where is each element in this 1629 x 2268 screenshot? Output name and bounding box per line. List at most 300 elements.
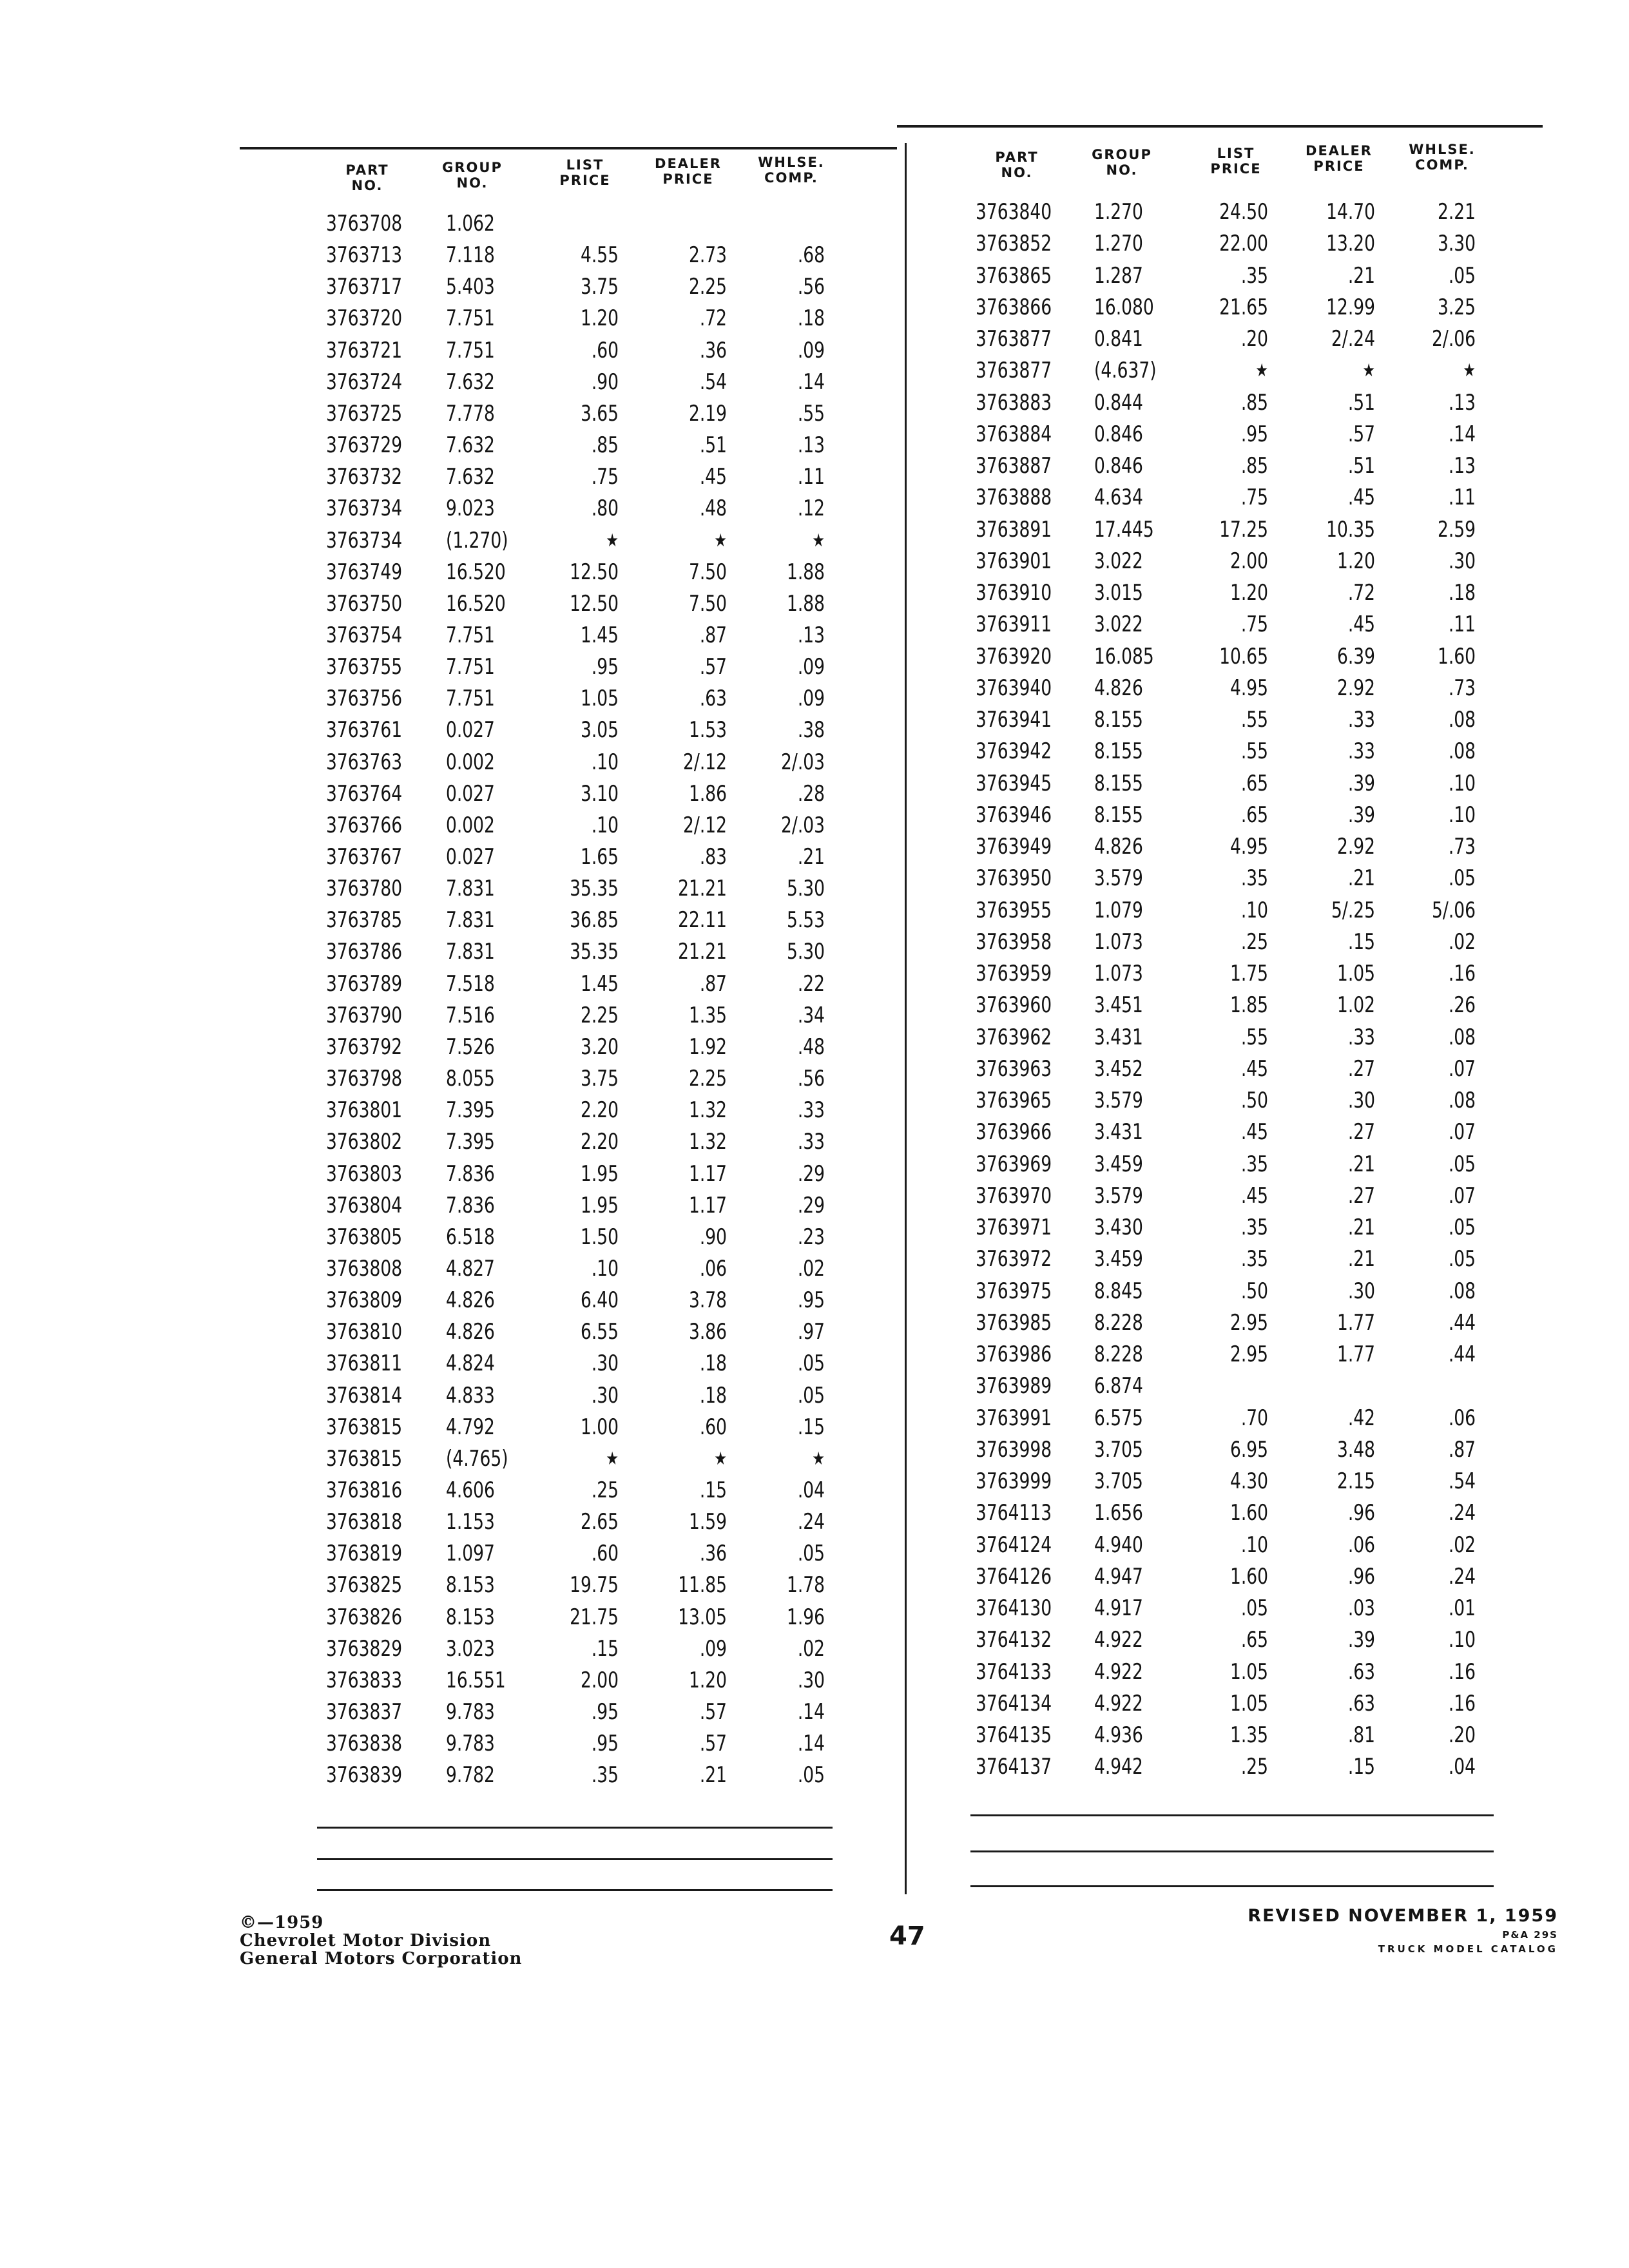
- part-no-cell: 3763725: [326, 400, 403, 427]
- list-price-cell: .55: [1240, 707, 1268, 733]
- whlse-comp-cell: .01: [1448, 1595, 1476, 1621]
- group-no-cell: 7.751: [446, 686, 495, 712]
- group-no-cell: 4.922: [1094, 1658, 1143, 1685]
- group-no-cell: 4.922: [1094, 1690, 1143, 1716]
- group-no-cell: 4.826: [1094, 834, 1143, 860]
- dealer-price-cell: .45: [699, 464, 727, 490]
- part-no-cell: 3763720: [326, 305, 403, 332]
- group-no-cell: 0.027: [446, 780, 495, 807]
- part-no-cell: 3763826: [326, 1604, 403, 1630]
- whlse-comp-cell: .44: [1448, 1309, 1476, 1336]
- part-no-cell: 3763818: [326, 1509, 403, 1535]
- part-no-cell: 3764134: [976, 1690, 1052, 1716]
- whlse-comp-cell: .14: [797, 1731, 825, 1757]
- list-price-cell: 4.30: [1229, 1468, 1268, 1494]
- part-no-cell: 3763802: [326, 1129, 403, 1155]
- list-price-cell: 6.95: [1229, 1436, 1268, 1463]
- whlse-comp-cell: .11: [797, 464, 825, 490]
- whlse-comp-cell: .05: [797, 1541, 825, 1567]
- part-no-cell: 3763816: [326, 1477, 403, 1503]
- list-price-cell: .50: [1240, 1088, 1268, 1113]
- list-price-cell: 3.75: [580, 1066, 619, 1092]
- dealer-price-cell: 1.17: [688, 1160, 727, 1187]
- dealer-price-cell: .36: [699, 337, 727, 363]
- whlse-comp-cell: 5.30: [786, 876, 825, 902]
- list-price-cell: .60: [591, 337, 619, 363]
- group-no-cell: 4.826: [446, 1287, 495, 1314]
- list-price-cell: 1.60: [1229, 1563, 1268, 1590]
- group-no-cell: 4.947: [1094, 1563, 1143, 1590]
- part-no-cell: 3763998: [976, 1436, 1052, 1463]
- list-price-cell: 19.75: [570, 1572, 619, 1599]
- header-dealer-price-right: DEALER PRICE: [1306, 143, 1373, 174]
- dealer-price-cell: .87: [699, 622, 727, 648]
- dealer-price-cell: 1.77: [1336, 1309, 1375, 1336]
- part-no-cell: 3763955: [976, 897, 1052, 923]
- page-number: 47: [889, 1921, 925, 1951]
- group-no-cell: 3.022: [1094, 548, 1143, 574]
- list-price-cell: 3.65: [580, 400, 619, 427]
- dealer-price-cell: .63: [1347, 1658, 1375, 1685]
- list-price-cell: .95: [1240, 421, 1268, 447]
- list-price-cell: .35: [1240, 1246, 1268, 1273]
- part-no-cell: 3763749: [326, 559, 403, 585]
- group-no-cell: 4.936: [1094, 1722, 1143, 1748]
- header-list-price-left: LIST PRICE: [559, 157, 611, 188]
- dealer-price-cell: .09: [699, 1635, 727, 1662]
- group-no-cell: 0.002: [446, 812, 495, 838]
- group-no-cell: 6.518: [446, 1224, 495, 1250]
- dealer-price-cell: 2.19: [688, 400, 727, 427]
- list-price-cell: 1.65: [580, 844, 619, 870]
- part-no-cell: 3763946: [976, 802, 1052, 828]
- whlse-comp-cell: 1.88: [786, 590, 825, 617]
- whlse-comp-cell: .11: [1448, 485, 1476, 511]
- whlse-comp-cell: 2/.06: [1432, 326, 1476, 352]
- header-group-no-right: GROUP NO.: [1092, 147, 1152, 178]
- whlse-comp-cell: .08: [1448, 738, 1476, 765]
- whlse-comp-cell: .97: [797, 1319, 825, 1345]
- whlse-comp-cell: .08: [1448, 1024, 1476, 1050]
- part-no-cell: 3763721: [326, 337, 403, 363]
- dealer-price-cell: .21: [699, 1762, 727, 1789]
- whlse-comp-cell: .09: [797, 686, 825, 712]
- dealer-price-cell: [626, 207, 727, 240]
- whlse-comp-cell: .95: [797, 1287, 825, 1314]
- whlse-comp-cell: .26: [1448, 992, 1476, 1019]
- list-price-cell: .10: [591, 812, 619, 838]
- group-no-cell: 0.002: [446, 749, 495, 775]
- list-price-cell: 1.35: [1229, 1722, 1268, 1748]
- part-no-cell: 3763911: [976, 611, 1052, 638]
- group-no-cell: 1.097: [446, 1541, 495, 1567]
- group-no-cell: 4.826: [1094, 675, 1143, 701]
- whlse-comp-cell: .04: [1448, 1754, 1476, 1780]
- dealer-price-cell: .57: [699, 1699, 727, 1725]
- part-no-cell: 3763838: [326, 1731, 403, 1757]
- part-no-cell: 3763792: [326, 1033, 403, 1060]
- whlse-comp-cell: .10: [1448, 1627, 1476, 1653]
- part-no-cell: 3763732: [326, 464, 403, 490]
- list-price-cell: .75: [1240, 485, 1268, 511]
- list-price-cell: .30: [591, 1350, 619, 1377]
- group-no-cell: 9.023: [446, 495, 495, 522]
- dealer-price-cell: .18: [699, 1382, 727, 1408]
- whlse-comp-cell: .56: [797, 1066, 825, 1092]
- whlse-comp-cell: .05: [797, 1762, 825, 1789]
- top-rule-left: [240, 147, 897, 149]
- part-no-cell: 3763970: [976, 1182, 1052, 1209]
- part-no-cell: 3763713: [326, 242, 403, 269]
- group-no-cell: 3.430: [1094, 1215, 1143, 1240]
- whlse-comp-cell: .09: [797, 337, 825, 363]
- dealer-price-cell: .96: [1347, 1500, 1375, 1526]
- dealer-price-cell: .39: [1347, 1627, 1375, 1653]
- part-no-cell: 3763839: [326, 1762, 403, 1789]
- part-no-cell: 3763963: [976, 1055, 1052, 1082]
- part-no-cell: 3763999: [976, 1468, 1052, 1494]
- list-price-cell: 2.65: [580, 1509, 619, 1535]
- part-no-cell: 3763901: [976, 548, 1052, 574]
- dealer-price-cell: .57: [699, 1731, 727, 1757]
- dealer-price-cell: 2/.24: [1331, 326, 1375, 352]
- list-price-cell: 3.05: [580, 717, 619, 744]
- dealer-price-cell: 1.20: [688, 1667, 727, 1693]
- part-no-cell: 3763814: [326, 1382, 403, 1408]
- list-price-cell: 1.45: [580, 622, 619, 648]
- part-no-cell: 3763808: [326, 1255, 403, 1282]
- whlse-comp-cell: .21: [797, 844, 825, 870]
- group-no-cell: 1.079: [1094, 897, 1143, 923]
- whlse-comp-cell: .02: [1448, 928, 1476, 955]
- dealer-price-cell: 7.50: [688, 590, 727, 617]
- part-no-cell: 3763966: [976, 1119, 1052, 1146]
- whlse-comp-cell: .20: [1448, 1722, 1476, 1748]
- list-price-cell: .55: [1240, 1024, 1268, 1050]
- whlse-comp-cell: .05: [797, 1350, 825, 1377]
- dealer-price-cell: .21: [1347, 1215, 1375, 1240]
- list-price-cell: 2.20: [580, 1097, 619, 1124]
- list-price-cell: .85: [1240, 453, 1268, 479]
- group-no-cell: 3.022: [1094, 611, 1143, 638]
- group-no-cell: 3.705: [1094, 1436, 1143, 1463]
- list-price-cell: 35.35: [570, 876, 619, 902]
- whlse-comp-cell: .07: [1448, 1055, 1476, 1082]
- group-no-cell: 8.228: [1094, 1309, 1143, 1336]
- group-no-cell: 3.705: [1094, 1468, 1143, 1494]
- dealer-price-cell: 1.86: [688, 780, 727, 807]
- whlse-comp-cell: .12: [797, 495, 825, 522]
- whlse-comp-cell: .56: [797, 274, 825, 300]
- dealer-price-cell: ★: [714, 529, 727, 551]
- dealer-price-cell: 1.53: [688, 717, 727, 744]
- part-no-cell: 3763975: [976, 1278, 1052, 1304]
- whlse-comp-cell: .68: [797, 242, 825, 269]
- dealer-price-cell: 1.20: [1336, 548, 1375, 574]
- catalog-name: TRUCK MODEL CATALOG: [1378, 1943, 1558, 1955]
- group-no-cell: 7.632: [446, 369, 495, 395]
- whlse-comp-cell: .13: [1448, 389, 1476, 416]
- part-no-cell: 3763789: [326, 970, 403, 997]
- dealer-price-cell: .57: [1347, 421, 1375, 447]
- dealer-price-cell: .30: [1347, 1088, 1375, 1113]
- group-no-cell: 7.395: [446, 1097, 495, 1124]
- part-no-cell: 3764113: [976, 1500, 1052, 1526]
- part-no-cell: 3763965: [976, 1088, 1052, 1113]
- list-price-cell: 12.50: [570, 590, 619, 617]
- whlse-comp-cell: .02: [797, 1635, 825, 1662]
- part-no-cell: 3763801: [326, 1097, 403, 1124]
- group-no-cell: 4.940: [1094, 1532, 1143, 1558]
- group-no-cell: 5.403: [446, 274, 495, 300]
- list-price-cell: .25: [1240, 928, 1268, 955]
- whlse-comp-cell: .24: [1448, 1563, 1476, 1590]
- part-no-cell: 3763717: [326, 274, 403, 300]
- whlse-comp-cell: 1.96: [786, 1604, 825, 1630]
- whlse-comp-cell: 5.30: [786, 939, 825, 965]
- whlse-comp-cell: .07: [1448, 1182, 1476, 1209]
- dealer-price-cell: .51: [699, 432, 727, 459]
- whlse-comp-cell: .14: [1448, 421, 1476, 447]
- dealer-price-cell: .36: [699, 1541, 727, 1567]
- list-price-cell: ★: [1255, 360, 1268, 381]
- group-no-cell: 7.516: [446, 1002, 495, 1028]
- dealer-price-cell: .15: [1347, 1754, 1375, 1780]
- group-no-cell: 3.431: [1094, 1024, 1143, 1050]
- part-no-cell: 3763815: [326, 1414, 403, 1440]
- whlse-comp-cell: .18: [797, 305, 825, 332]
- part-no-cell: 3763945: [976, 770, 1052, 796]
- dealer-price-cell: 2.15: [1336, 1468, 1375, 1494]
- part-no-cell: 3763985: [976, 1309, 1052, 1336]
- list-price-cell: .75: [591, 464, 619, 490]
- group-no-cell: 3.451: [1094, 992, 1143, 1019]
- whlse-comp-cell: .08: [1448, 707, 1476, 733]
- whlse-comp-cell: .16: [1448, 1658, 1476, 1685]
- dealer-price-cell: 2.73: [688, 242, 727, 269]
- part-no-cell: 3763750: [326, 590, 403, 617]
- group-no-cell: 7.632: [446, 432, 495, 459]
- dealer-price-cell: .06: [699, 1255, 727, 1282]
- list-price-cell: 3.75: [580, 274, 619, 300]
- whlse-comp-cell: .05: [1448, 1151, 1476, 1177]
- dealer-price-cell: .51: [1347, 453, 1375, 479]
- part-no-cell: 3763766: [326, 812, 403, 838]
- list-price-cell: .10: [591, 749, 619, 775]
- group-no-cell: 16.520: [446, 590, 506, 617]
- list-price-cell: .45: [1240, 1055, 1268, 1082]
- group-no-cell: 7.118: [446, 242, 495, 269]
- whlse-comp-cell: 3.30: [1437, 231, 1476, 257]
- part-no-cell: 3763910: [976, 580, 1052, 606]
- whlse-comp-cell: .05: [1448, 1246, 1476, 1273]
- whlse-comp-cell: .16: [1448, 961, 1476, 986]
- dealer-price-cell: 12.99: [1326, 294, 1375, 320]
- list-price-cell: .85: [591, 432, 619, 459]
- whlse-comp-cell: 5.53: [786, 907, 825, 934]
- group-no-cell: 7.632: [446, 464, 495, 490]
- group-no-cell: 8.055: [446, 1066, 495, 1092]
- group-no-cell: 7.518: [446, 970, 495, 997]
- part-no-cell: 3763780: [326, 876, 403, 902]
- part-no-cell: 3763755: [326, 654, 403, 680]
- dealer-price-cell: .45: [1347, 611, 1375, 638]
- dealer-price-cell: .33: [1347, 707, 1375, 733]
- bottom-rule-left-2: [317, 1858, 833, 1860]
- list-price-cell: 1.95: [580, 1192, 619, 1218]
- dealer-price-cell: .21: [1347, 865, 1375, 892]
- whlse-comp-cell: .33: [797, 1097, 825, 1124]
- part-no-cell: 3763972: [976, 1246, 1052, 1273]
- whlse-comp-cell: .23: [797, 1224, 825, 1250]
- list-price-cell: 2.95: [1229, 1341, 1268, 1367]
- whlse-comp-cell: .29: [797, 1192, 825, 1218]
- whlse-comp-cell: .18: [1448, 580, 1476, 606]
- dealer-price-cell: 1.92: [688, 1033, 727, 1060]
- dealer-price-cell: 2.92: [1336, 834, 1375, 860]
- list-price-cell: .10: [1240, 1532, 1268, 1558]
- group-no-cell: 16.520: [446, 559, 506, 585]
- list-price-cell: .65: [1240, 802, 1268, 828]
- dealer-price-cell: 2/.12: [683, 812, 727, 838]
- group-no-cell: 3.459: [1094, 1151, 1143, 1177]
- list-price-cell: 3.20: [580, 1033, 619, 1060]
- dealer-price-cell: 6.39: [1336, 643, 1375, 669]
- part-no-cell: 3763761: [326, 717, 403, 744]
- group-no-cell: 7.836: [446, 1192, 495, 1218]
- dealer-price-cell: 1.32: [688, 1097, 727, 1124]
- group-no-cell: 4.826: [446, 1319, 495, 1345]
- dealer-price-cell: .96: [1347, 1563, 1375, 1590]
- footer-credits: [240, 1914, 522, 1968]
- dealer-price-cell: 1.17: [688, 1192, 727, 1218]
- whlse-comp-cell: .33: [797, 1129, 825, 1155]
- dealer-price-cell: 3.78: [688, 1287, 727, 1314]
- list-price-cell: 24.50: [1219, 199, 1268, 225]
- whlse-comp-cell: .05: [797, 1382, 825, 1408]
- dealer-price-cell: ★: [1362, 360, 1375, 381]
- dealer-price-cell: .27: [1347, 1182, 1375, 1209]
- whlse-comp-cell: .22: [797, 970, 825, 997]
- part-no-cell: 3763840: [976, 199, 1052, 225]
- group-no-cell: 0.027: [446, 717, 495, 744]
- top-rule-right: [897, 125, 1543, 128]
- group-no-cell: 1.270: [1094, 231, 1143, 257]
- whlse-comp-cell: .07: [1448, 1119, 1476, 1146]
- list-price-cell: 1.05: [1229, 1690, 1268, 1716]
- list-price-cell: 6.40: [580, 1287, 619, 1314]
- list-price-cell: 1.60: [1229, 1500, 1268, 1526]
- part-no-cell: 3763734: [326, 495, 403, 522]
- whlse-comp-cell: .14: [797, 369, 825, 395]
- dealer-price-cell: .27: [1347, 1119, 1375, 1146]
- dealer-price-cell: .57: [699, 654, 727, 680]
- list-price-cell: .95: [591, 1731, 619, 1757]
- part-no-cell: 3763891: [976, 516, 1052, 543]
- list-price-cell: .30: [591, 1382, 619, 1408]
- group-no-cell: 8.155: [1094, 738, 1143, 765]
- list-price-cell: ★: [606, 529, 619, 551]
- whlse-comp-cell: 5/.06: [1432, 897, 1476, 923]
- part-no-cell: 3763729: [326, 432, 403, 459]
- part-no-cell: 3763949: [976, 834, 1052, 860]
- list-price-cell: 1.75: [1229, 961, 1268, 986]
- list-price-cell: .60: [591, 1541, 619, 1567]
- dealer-price-cell: ★: [714, 1447, 727, 1469]
- list-price-cell: 2.00: [580, 1667, 619, 1693]
- group-no-cell: 3.023: [446, 1635, 495, 1662]
- list-price-cell: .45: [1240, 1119, 1268, 1146]
- part-no-cell: 3763829: [326, 1635, 403, 1662]
- group-no-cell: 7.395: [446, 1129, 495, 1155]
- part-no-cell: 3763767: [326, 844, 403, 870]
- part-no-cell: 3763877: [976, 358, 1052, 384]
- bottom-rule-right-3: [970, 1885, 1494, 1887]
- group-no-cell: 1.656: [1094, 1500, 1143, 1526]
- part-no-cell: 3764133: [976, 1658, 1052, 1685]
- group-no-cell: 4.792: [446, 1414, 495, 1440]
- whlse-comp-cell: 2.59: [1437, 516, 1476, 543]
- whlse-comp-cell: .48: [797, 1033, 825, 1060]
- whlse-comp-cell: .05: [1448, 1215, 1476, 1240]
- group-no-cell: 7.751: [446, 337, 495, 363]
- part-no-cell: 3763734: [326, 527, 403, 553]
- whlse-comp-cell: .04: [797, 1477, 825, 1503]
- part-no-cell: 3763763: [326, 749, 403, 775]
- list-price-cell: 2.20: [580, 1129, 619, 1155]
- whlse-comp-cell: .14: [797, 1699, 825, 1725]
- whlse-comp-cell: .24: [1448, 1500, 1476, 1526]
- dealer-price-cell: 1.32: [688, 1129, 727, 1155]
- list-price-cell: 1.20: [1229, 580, 1268, 606]
- part-no-cell: 3763866: [976, 294, 1052, 320]
- part-no-cell: 3763884: [976, 421, 1052, 447]
- group-no-cell: 1.270: [1094, 199, 1143, 225]
- group-no-cell: (4.637): [1094, 358, 1157, 384]
- part-no-cell: 3763785: [326, 907, 403, 934]
- group-no-cell: 4.827: [446, 1255, 495, 1282]
- dealer-price-cell: .39: [1347, 770, 1375, 796]
- dealer-price-cell: .39: [1347, 802, 1375, 828]
- list-price-cell: .95: [591, 1699, 619, 1725]
- group-no-cell: 1.287: [1094, 262, 1143, 289]
- header-whlse-comp-right: WHLSE. COMP.: [1409, 142, 1476, 173]
- part-no-cell: 3763790: [326, 1002, 403, 1028]
- part-no-cell: 3763809: [326, 1287, 403, 1314]
- dealer-price-cell: 2/.12: [683, 749, 727, 775]
- group-no-cell: 3.431: [1094, 1119, 1143, 1146]
- group-no-cell: 7.831: [446, 939, 495, 965]
- list-price-cell: .35: [1240, 1151, 1268, 1177]
- header-list-price-right: LIST PRICE: [1210, 146, 1262, 177]
- whlse-comp-cell: 1.78: [786, 1572, 825, 1599]
- bottom-rule-left-3: [317, 1889, 833, 1891]
- part-no-cell: 3763960: [976, 992, 1052, 1019]
- header-dealer-price-left: DEALER PRICE: [655, 156, 722, 187]
- whlse-comp-cell: .29: [797, 1160, 825, 1187]
- whlse-comp-cell: .08: [1448, 1278, 1476, 1304]
- group-no-cell: 0.844: [1094, 389, 1143, 416]
- group-no-cell: (1.270): [446, 527, 508, 553]
- dealer-price-cell: 13.20: [1326, 231, 1375, 257]
- dealer-price-cell: .33: [1347, 738, 1375, 765]
- part-no-cell: 3764124: [976, 1532, 1052, 1558]
- list-price-cell: .35: [591, 1762, 619, 1789]
- list-price-cell: .55: [1240, 738, 1268, 765]
- part-no-cell: 3763798: [326, 1066, 403, 1092]
- bottom-rule-right-2: [970, 1850, 1494, 1852]
- group-no-cell: 3.459: [1094, 1246, 1143, 1273]
